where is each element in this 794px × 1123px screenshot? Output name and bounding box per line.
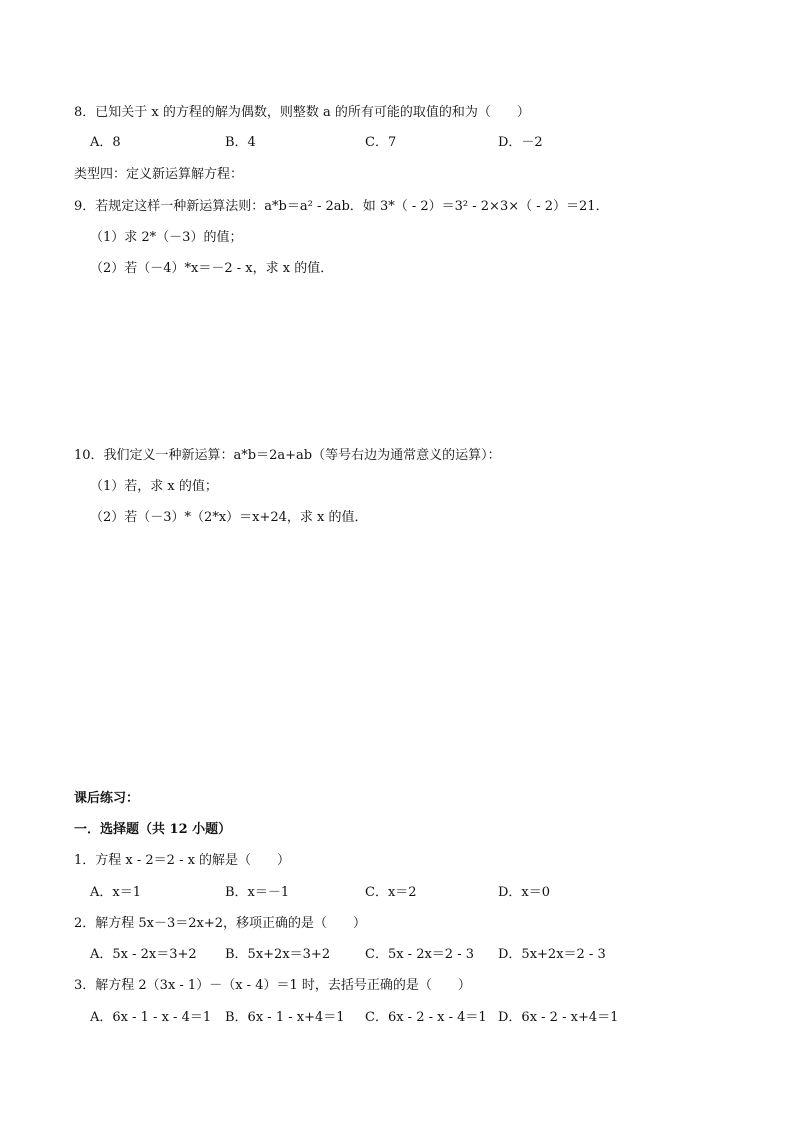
q10-part1: （1）若，求 x 的值； — [90, 479, 218, 494]
after-class-heading: 课后练习： — [74, 791, 140, 806]
q8-option-c: C．7 — [365, 135, 397, 150]
q2-option-a: A．5x - 2x＝3+2 — [90, 947, 197, 962]
q1-option-a: A．x＝1 — [90, 885, 141, 900]
q10-part2: （2）若（－3）*（2*x）＝x+24，求 x 的值． — [90, 510, 368, 525]
q3-option-a: A．6x - 1 - x - 4＝1 — [90, 1010, 212, 1025]
type4-heading: 类型四：定义新运算解方程： — [74, 167, 244, 182]
q2-option-b: B．5x+2x＝3+2 — [225, 947, 331, 962]
q2-option-c: C．5x - 2x＝2 - 3 — [365, 947, 475, 962]
q9-stem: 9．若规定这样一种新运算法则：a*b＝a² - 2ab．如 3*（ - 2）＝3² - 2×3×（ - 2）＝21． — [74, 199, 609, 214]
q3-option-c: C．6x - 2 - x - 4＝1 — [365, 1010, 487, 1025]
q3-stem: 3．解方程 2（3x - 1）－（x - 4）＝1 时，去括号正确的是（ ） — [74, 978, 471, 993]
q1-option-d: D．x＝0 — [498, 885, 551, 900]
q2-option-d: D．5x+2x＝2 - 3 — [498, 947, 606, 962]
q10-stem: 10．我们定义一种新运算：a*b＝2a+ab（等号右边为通常意义的运算）： — [74, 448, 501, 463]
q8-option-d: D．－2 — [498, 135, 543, 150]
q9-part1: （1）求 2*（－3）的值； — [90, 230, 243, 245]
q2-stem: 2．解方程 5x－3＝2x+2，移项正确的是（ ） — [74, 916, 367, 931]
section1-heading: 一．选择题（共 12 小题） — [74, 822, 232, 837]
q8-option-b: B．4 — [225, 135, 256, 150]
q3-option-d: D．6x - 2 - x+4＝1 — [498, 1010, 619, 1025]
q8-option-a: A．8 — [90, 135, 121, 150]
q9-part2: （2）若（－4）*x＝－2 - x，求 x 的值． — [90, 261, 334, 276]
q1-option-c: C．x＝2 — [365, 885, 417, 900]
q1-stem: 1．方程 x - 2＝2 - x 的解是（ ） — [74, 853, 291, 868]
q1-option-b: B．x＝－1 — [225, 885, 290, 900]
q3-option-b: B．6x - 1 - x+4＝1 — [225, 1010, 345, 1025]
q8-stem: 8．已知关于 x 的方程的解为偶数，则整数 a 的所有可能的取值的和为（ ） — [74, 105, 530, 120]
